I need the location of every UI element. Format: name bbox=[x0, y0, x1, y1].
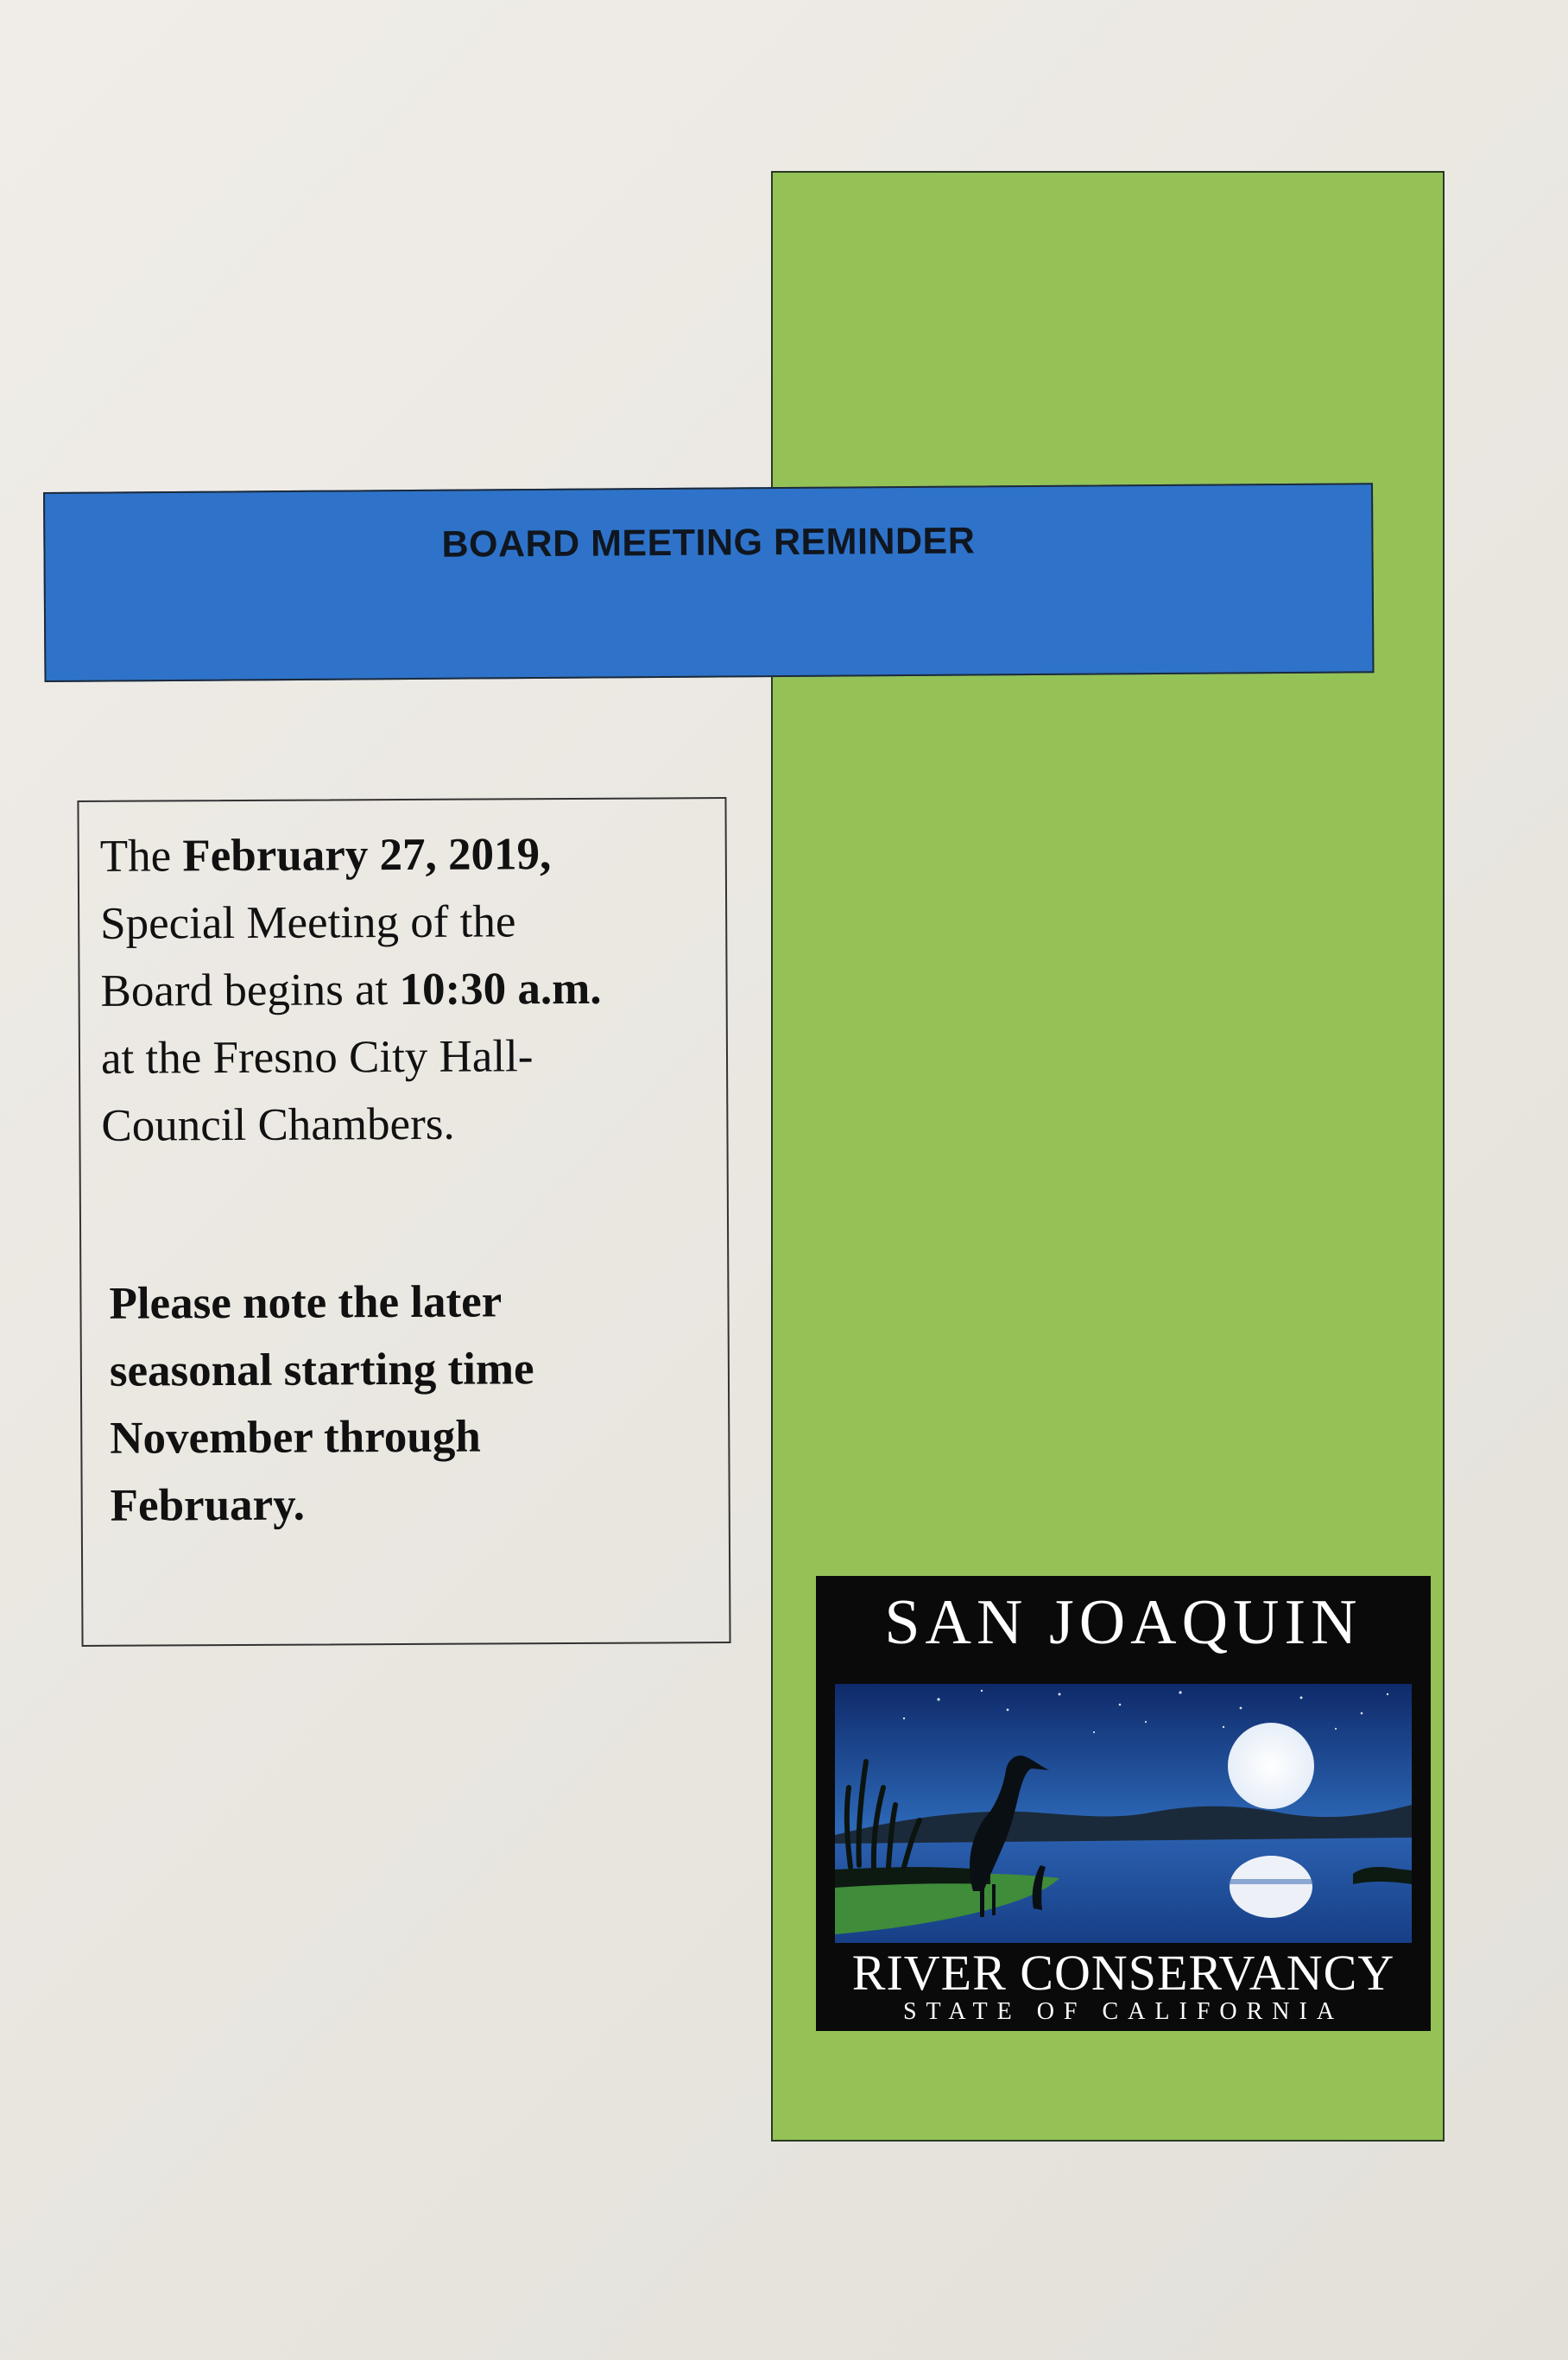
san-joaquin-river-conservancy-logo bbox=[816, 1576, 1431, 2031]
banner-title: BOARD MEETING REMINDER bbox=[441, 520, 976, 566]
note-line: November through bbox=[110, 1411, 481, 1464]
meeting-date: February 27, 2019, bbox=[182, 829, 552, 882]
notice-line3-prefix: Board begins at bbox=[100, 965, 400, 1016]
meeting-notice-text bbox=[100, 819, 706, 1160]
logo-subtitle-text: STATE OF CALIFORNIA bbox=[902, 1998, 1344, 2025]
seasonal-time-note bbox=[109, 1267, 706, 1540]
note-line: seasonal starting time bbox=[109, 1344, 534, 1396]
heron-moon-river-icon bbox=[835, 1684, 1412, 1943]
notice-line1-prefix: The bbox=[99, 831, 183, 882]
notice-line-4: at the Fresno City Hall- bbox=[100, 1031, 534, 1084]
logo-top-text: SAN JOAQUIN bbox=[884, 1587, 1363, 1658]
logo-bottom-text: RIVER CONSERVANCY bbox=[851, 1945, 1395, 2001]
notice-line-3 bbox=[100, 954, 705, 1025]
notice-line-1 bbox=[100, 819, 705, 890]
meeting-time: 10:30 a.m. bbox=[399, 963, 602, 1015]
board-meeting-banner bbox=[43, 483, 1374, 682]
notice-line-2: Special Meeting of the bbox=[100, 896, 516, 949]
notice-line-5: Council Chambers. bbox=[101, 1098, 455, 1151]
meeting-notice-box bbox=[77, 797, 730, 1647]
note-line: Please note the later bbox=[109, 1276, 503, 1329]
note-line: February. bbox=[110, 1479, 306, 1531]
